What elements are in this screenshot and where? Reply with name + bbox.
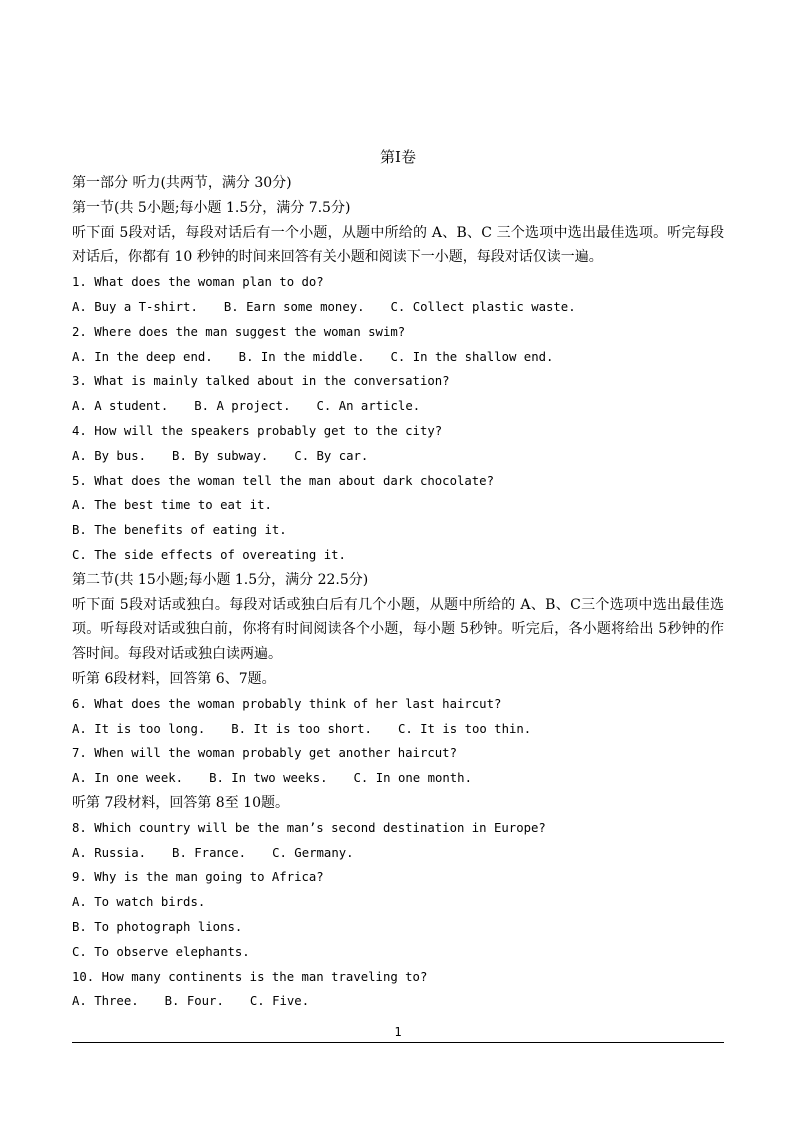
option-a: A. Russia.	[72, 845, 147, 860]
option-c: C. By car.	[294, 448, 369, 463]
section-two-instructions: 听下面 5段对话或独白。每段对话或独白后有几个小题，从题中所给的 A、B、C三个选项中选出最佳选项。听每段对话或独白前，你将有时间阅读各个小题，每小题 5秒钟。听完后，各小题将给出 5秒钟的作答时间。每段对话或独白读两遍。	[72, 596, 724, 663]
question-4-options	[72, 444, 724, 469]
question-9-option-b: B. To photograph lions.	[72, 919, 243, 934]
question-9-option-a: A. To watch birds.	[72, 895, 206, 910]
question-8-options	[72, 841, 724, 866]
question-10-options	[72, 989, 724, 1014]
footer-divider	[72, 1042, 724, 1043]
option-b: B. In the middle.	[238, 349, 365, 364]
question-4: 4. How will the speakers probably get to the city?	[72, 423, 443, 438]
question-2: 2. Where does the man suggest the woman swim?	[72, 324, 406, 339]
paper-title: 第Ⅰ卷	[380, 148, 416, 166]
option-b: B. France.	[172, 845, 247, 860]
option-c: C. In one month.	[353, 771, 472, 786]
question-2-options	[72, 345, 724, 370]
option-b: B. In two weeks.	[209, 771, 328, 786]
question-5-option-b: B. The benefits of eating it.	[72, 523, 287, 538]
option-b: B. It is too short.	[231, 721, 372, 736]
section-one-heading: 第一节(共 5小题;每小题 1.5分，满分 7.5分)	[72, 199, 351, 216]
question-7: 7. When will the woman probably get another haircut?	[72, 746, 457, 761]
question-5-option-c: C. The side effects of overeating it.	[72, 547, 346, 562]
option-b: B. A project.	[194, 399, 291, 414]
option-c: C. An article.	[316, 399, 421, 414]
exam-page	[72, 140, 724, 1014]
option-c: C. It is too thin.	[397, 721, 532, 736]
option-a: A. In the deep end.	[72, 349, 213, 364]
option-b: B. By subway.	[172, 448, 269, 463]
page-footer	[72, 1024, 724, 1043]
material-7-heading: 听第 7段材料，回答第 8至 10题。	[72, 794, 289, 811]
question-1-options	[72, 295, 724, 320]
question-5: 5. What does the woman tell the man about dark chocolate?	[72, 473, 494, 488]
question-8: 8. Which country will be the man’s second destination in Europe?	[72, 820, 546, 835]
question-7-options	[72, 766, 724, 791]
part-one-heading: 第一部分 听力(共两节，满分 30分)	[72, 175, 292, 191]
option-c: C. Germany.	[272, 845, 354, 860]
option-a: A. In one week.	[72, 771, 184, 786]
question-3: 3. What is mainly talked about in the conversation?	[72, 374, 450, 389]
option-c: C. Collect plastic waste.	[390, 299, 576, 314]
question-6: 6. What does the woman probably think of her last haircut?	[72, 696, 502, 711]
question-9: 9. Why is the man going to Africa?	[72, 870, 324, 885]
option-a: A. It is too long.	[72, 721, 206, 736]
question-9-option-c: C. To observe elephants.	[72, 944, 250, 959]
question-5-option-a: A. The best time to eat it.	[72, 498, 272, 513]
question-6-options	[72, 717, 724, 742]
option-b: B. Four.	[164, 994, 224, 1009]
page-number: 1	[394, 1025, 402, 1039]
material-6-heading: 听第 6段材料，回答第 6、7题。	[72, 670, 276, 687]
question-1: 1. What does the woman plan to do?	[72, 275, 324, 290]
section-one-instructions: 听下面 5段对话，每段对话后有一个小题，从题中所给的 A、B、C 三个选项中选出最佳选项。听完每段对话后，你都有 10 秒钟的时间来回答有关小题和阅读下一小题，每段对话仅读一遍。	[72, 224, 724, 266]
option-c: C. In the shallow end.	[390, 349, 554, 364]
question-3-options	[72, 394, 724, 419]
section-two-heading: 第二节(共 15小题;每小题 1.5分，满分 22.5分)	[72, 571, 369, 588]
option-c: C. Five.	[249, 994, 310, 1009]
question-10: 10. How many continents is the man traveling to?	[72, 969, 428, 984]
option-a: A. By bus.	[72, 448, 147, 463]
option-a: A. A student.	[72, 399, 169, 414]
option-a: A. Buy a T-shirt.	[72, 299, 198, 314]
option-b: B. Earn some money.	[223, 299, 365, 314]
option-a: A. Three.	[72, 994, 139, 1009]
